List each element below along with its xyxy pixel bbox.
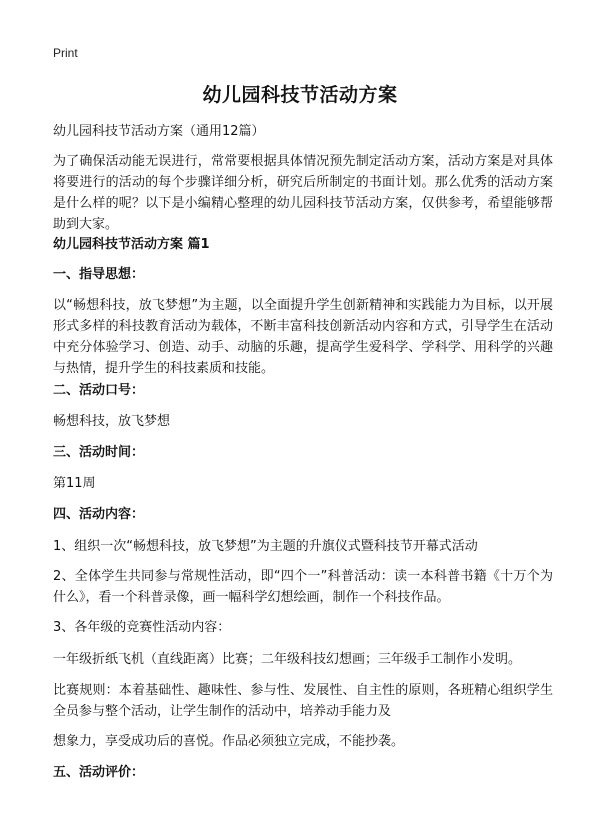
document-subtitle: 幼儿园科技节活动方案（通用12篇） bbox=[53, 124, 265, 139]
section-heading-guiding: 一、指导思想： bbox=[53, 267, 145, 282]
content-rules-continued: 想象力，享受成功后的喜悦。作品必须独立完成，不能抄袭。 bbox=[53, 734, 405, 749]
page-title: 幼儿园科技节活动方案 bbox=[202, 84, 398, 106]
content-grades: 一年级折纸飞机（直线距离）比赛；二年级科技幻想画；三年级手工制作小发明。 bbox=[53, 652, 522, 667]
content-item-2: 2、全体学生共同参与常规性活动，即“四个一”科普活动：读一本科普书籍《十万个为什么》，看一个科普录像，画一幅科学幻想绘画，制作一个科技作品。 bbox=[53, 569, 553, 605]
article-heading: 幼儿园科技节活动方案 篇1 bbox=[53, 237, 210, 252]
content-item-1: 1、组织一次“畅想科技，放飞梦想”为主题的升旗仪式暨科技节开幕式活动 bbox=[53, 539, 478, 554]
section-heading-time: 三、活动时间： bbox=[53, 445, 145, 460]
content-item-3: 3、各年级的竞赛性活动内容： bbox=[53, 620, 231, 635]
guiding-paragraph: 以“畅想科技，放飞梦想”为主题，以全面提升学生创新精神和实践能力为目标，以开展形式多样的科技教育活动为载体，不断丰富科技创新活动内容和方式，引导学生在活动中充分体验学习、创造、动手、动脑的乐趣，提高学生爱科学、学科学、用科学的兴趣与热情，提升学生的科技素质和技能。 bbox=[53, 298, 553, 376]
intro-paragraph: 为了确保活动能无误进行，常常要根据具体情况预先制定活动方案，活动方案是对具体将要进行的活动的每个步骤详细分析，研究后所制定的书面计划。那么优秀的活动方案是什么样的呢？以下是小编精心整理的幼儿园科技节活动方案，仅供参考，希望能够帮助到大家。 bbox=[53, 154, 553, 232]
print-link[interactable]: Print bbox=[53, 46, 78, 60]
time-paragraph: 第11周 bbox=[53, 476, 96, 491]
section-heading-evaluation: 五、活动评价： bbox=[53, 765, 145, 780]
section-heading-content: 四、活动内容： bbox=[53, 507, 145, 522]
section-heading-slogan: 二、活动口号： bbox=[53, 383, 145, 398]
slogan-paragraph: 畅想科技，放飞梦想 bbox=[53, 414, 171, 429]
content-rules: 比赛规则：本着基础性、趣味性、参与性、发展性、自主性的原则，各班精心组织学生全员参与整个活动，让学生制作的活动中，培养动手能力及 bbox=[53, 683, 553, 719]
